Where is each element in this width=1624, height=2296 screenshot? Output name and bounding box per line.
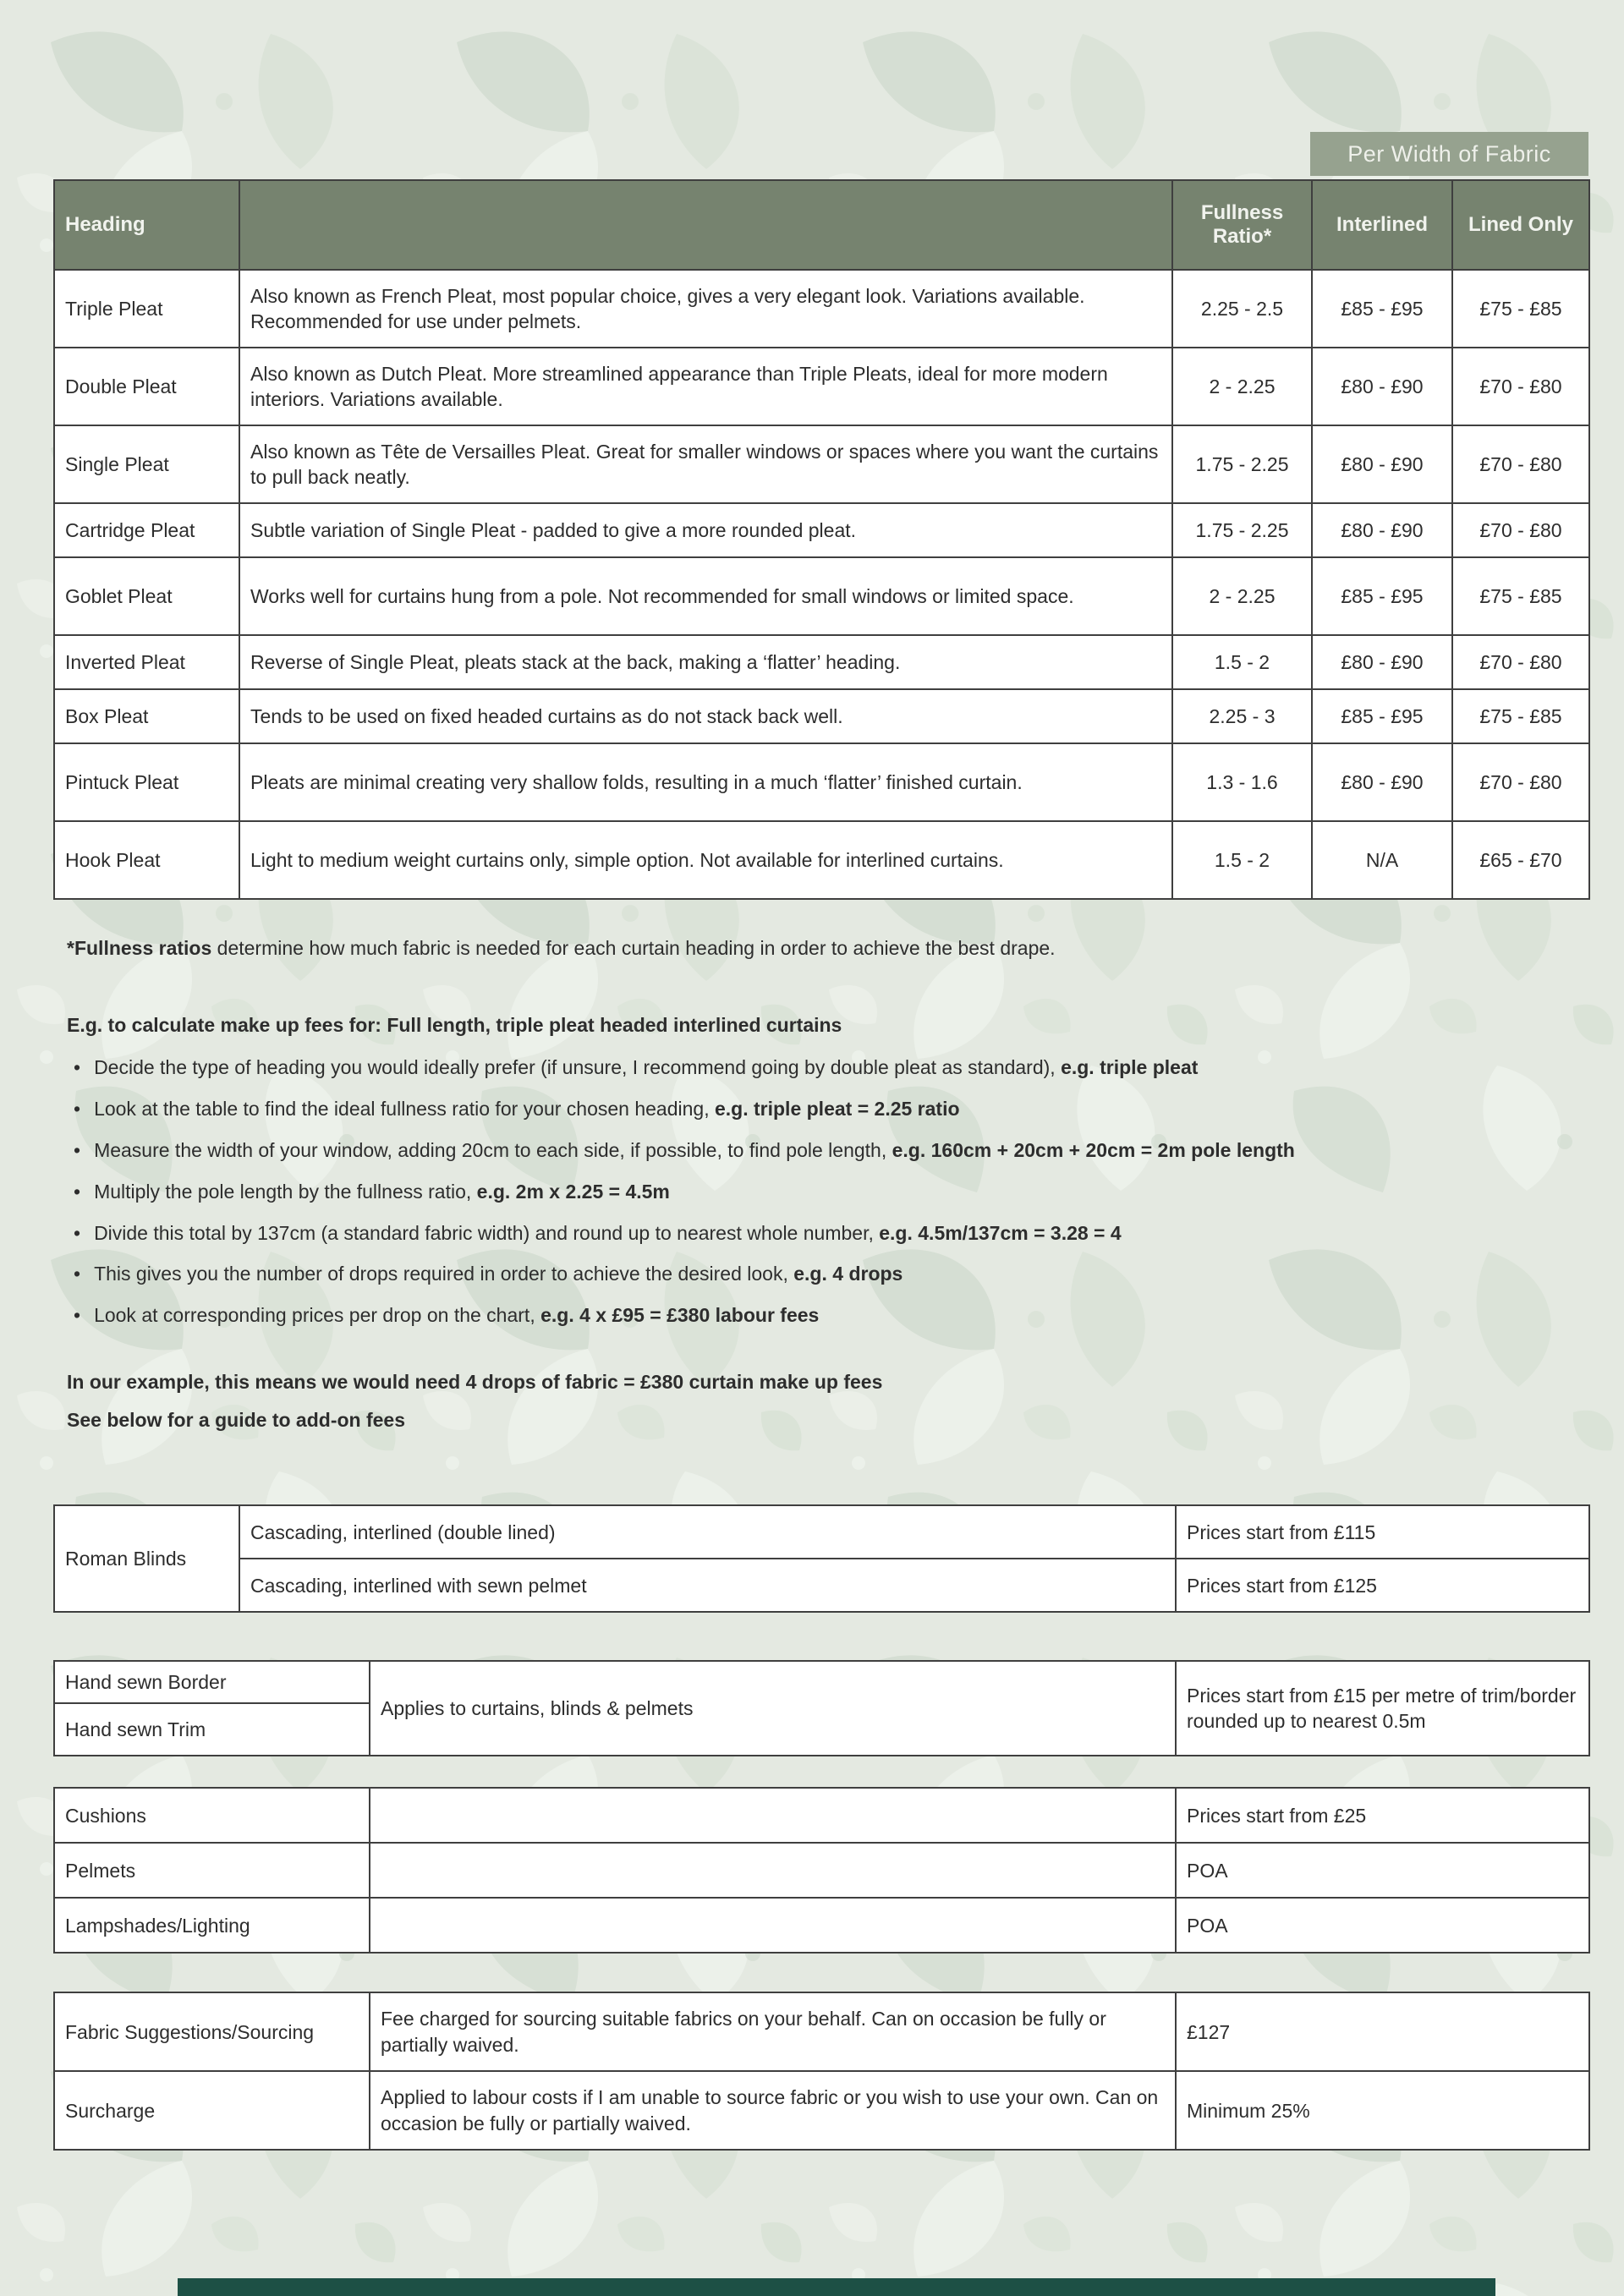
extra-item-label: Lampshades/Lighting	[54, 1898, 370, 1953]
step-text: Divide this total by 137cm (a standard fabric width) and round up to nearest whole number,	[94, 1221, 880, 1244]
pleat-description: Pleats are minimal creating very shallow folds, resulting in a much ‘flatter’ finished curtain.	[239, 743, 1172, 821]
table-row	[54, 1898, 1589, 1953]
per-width-of-fabric-header: Per Width of Fabric	[1310, 132, 1588, 176]
hand-sewn-price: Prices start from £15 per metre of trim/border rounded up to nearest 0.5m	[1176, 1661, 1589, 1756]
table-row	[54, 503, 1589, 557]
bullet-icon	[74, 1221, 80, 1247]
table-row	[54, 270, 1589, 348]
lined-only-price: £70 - £80	[1452, 635, 1589, 689]
interlined-price: £85 - £95	[1312, 270, 1452, 348]
pleat-description: Also known as French Pleat, most popular choice, gives a very elegant look. Variations available. Recommended for use under pelmets.	[239, 270, 1172, 348]
table-row	[54, 1788, 1589, 1843]
sourcing-label: Fabric Suggestions/Sourcing	[54, 1992, 370, 2071]
extra-item-description	[370, 1788, 1176, 1843]
footnote-text: determine how much fabric is needed for each curtain heading in order to achieve the best drape.	[211, 937, 1056, 959]
lined-only-column-header: Lined Only	[1452, 180, 1589, 270]
list-item	[74, 1303, 1588, 1329]
extra-item-description	[370, 1898, 1176, 1953]
lined-only-price: £75 - £85	[1452, 557, 1589, 635]
fullness-ratio-column-header: Fullness Ratio*	[1172, 180, 1312, 270]
fullness-ratio-value: 1.3 - 1.6	[1172, 743, 1312, 821]
curtain-heading-pricing-table	[53, 179, 1590, 900]
surcharge-label: Surcharge	[54, 2071, 370, 2150]
hand-sewn-border-label: Hand sewn Border	[54, 1661, 370, 1703]
footer-banner-edge	[178, 2278, 1495, 2296]
step-example: e.g. triple pleat	[1061, 1056, 1199, 1078]
pleat-description: Light to medium weight curtains only, simple option. Not available for interlined curtains.	[239, 821, 1172, 899]
step-text: This gives you the number of drops required in order to achieve the desired look,	[94, 1263, 794, 1285]
bullet-icon	[74, 1303, 80, 1329]
bullet-icon	[74, 1180, 80, 1205]
interlined-column-header: Interlined	[1312, 180, 1452, 270]
roman-blinds-table	[53, 1504, 1590, 1613]
lined-only-price: £70 - £80	[1452, 743, 1589, 821]
sourcing-surcharge-table	[53, 1992, 1590, 2151]
table-row	[54, 1505, 1589, 1559]
hand-sewn-applies-description: Applies to curtains, blinds & pelmets	[370, 1661, 1176, 1756]
heading-column-header: Heading	[54, 180, 239, 270]
addon-fees-note: See below for a guide to add-on fees	[67, 1409, 405, 1432]
pleat-name: Inverted Pleat	[54, 635, 239, 689]
pleat-name: Single Pleat	[54, 425, 239, 503]
pleat-description: Also known as Dutch Pleat. More streamlined appearance than Triple Pleats, ideal for more modern interiors. Variations available.	[239, 348, 1172, 425]
pleat-name: Hook Pleat	[54, 821, 239, 899]
fullness-ratio-value: 2.25 - 2.5	[1172, 270, 1312, 348]
step-example: e.g. triple pleat = 2.25 ratio	[715, 1097, 960, 1120]
fullness-ratio-value: 1.75 - 2.25	[1172, 425, 1312, 503]
document-content	[0, 132, 1624, 2151]
interlined-price: £80 - £90	[1312, 635, 1452, 689]
lined-only-price: £70 - £80	[1452, 425, 1589, 503]
table-row	[54, 821, 1589, 899]
table-row	[54, 1661, 1589, 1703]
extra-item-price: POA	[1176, 1843, 1589, 1898]
list-item	[74, 1055, 1588, 1081]
fullness-ratio-value: 2 - 2.25	[1172, 348, 1312, 425]
interlined-price: £80 - £90	[1312, 743, 1452, 821]
roman-blinds-description: Cascading, interlined with sewn pelmet	[239, 1559, 1176, 1612]
pleat-name: Goblet Pleat	[54, 557, 239, 635]
step-example: e.g. 4 drops	[793, 1263, 903, 1285]
table-row	[54, 1992, 1589, 2071]
interlined-price: £80 - £90	[1312, 348, 1452, 425]
table-row	[54, 743, 1589, 821]
table-row	[54, 689, 1589, 743]
table-row	[54, 2071, 1589, 2150]
interlined-price: N/A	[1312, 821, 1452, 899]
example-summary-line: In our example, this means we would need 4 drops of fabric = £380 curtain make up fees	[67, 1371, 883, 1394]
pleat-name: Triple Pleat	[54, 270, 239, 348]
extra-item-price: Prices start from £25	[1176, 1788, 1589, 1843]
lined-only-price: £65 - £70	[1452, 821, 1589, 899]
step-text: Look at corresponding prices per drop on the chart,	[94, 1304, 541, 1327]
lined-only-price: £70 - £80	[1452, 348, 1589, 425]
fullness-ratio-footnote	[53, 937, 1588, 960]
table-row	[54, 635, 1589, 689]
pleat-name: Double Pleat	[54, 348, 239, 425]
extra-item-label: Pelmets	[54, 1843, 370, 1898]
roman-blinds-description: Cascading, interlined (double lined)	[239, 1505, 1176, 1559]
list-item	[74, 1221, 1588, 1247]
extra-item-description	[370, 1843, 1176, 1898]
fullness-ratio-value: 2 - 2.25	[1172, 557, 1312, 635]
bullet-icon	[74, 1138, 80, 1164]
interlined-price: £85 - £95	[1312, 689, 1452, 743]
list-item	[74, 1138, 1588, 1164]
fullness-ratio-value: 1.5 - 2	[1172, 635, 1312, 689]
footnote-bold-text: *Fullness ratios	[67, 937, 212, 959]
step-text: Look at the table to find the ideal fullness ratio for your chosen heading,	[94, 1097, 715, 1120]
example-section-title: E.g. to calculate make up fees for: Full length, triple pleat headed interlined curtains	[67, 1014, 842, 1036]
pleat-description: Subtle variation of Single Pleat - padded to give a more rounded pleat.	[239, 503, 1172, 557]
sourcing-description: Fee charged for sourcing suitable fabrics on your behalf. Can on occasion be fully or partially waived.	[370, 1992, 1176, 2071]
list-item	[74, 1180, 1588, 1205]
pleat-name: Pintuck Pleat	[54, 743, 239, 821]
interlined-price: £80 - £90	[1312, 503, 1452, 557]
step-example: e.g. 2m x 2.25 = 4.5m	[476, 1180, 670, 1203]
pleat-name: Box Pleat	[54, 689, 239, 743]
step-text: Measure the width of your window, adding 20cm to each side, if possible, to find pole length,	[94, 1138, 892, 1161]
pleat-description: Tends to be used on fixed headed curtains as do not stack back well.	[239, 689, 1172, 743]
fullness-ratio-value: 1.75 - 2.25	[1172, 503, 1312, 557]
step-text: Multiply the pole length by the fullness ratio,	[94, 1180, 477, 1203]
roman-blinds-price: Prices start from £125	[1176, 1559, 1589, 1612]
table-row	[54, 348, 1589, 425]
interlined-price: £85 - £95	[1312, 557, 1452, 635]
fullness-ratio-value: 2.25 - 3	[1172, 689, 1312, 743]
pleat-description: Also known as Tête de Versailles Pleat. Great for smaller windows or spaces where you want the curtains to pull back neatly.	[239, 425, 1172, 503]
roman-blinds-label: Roman Blinds	[54, 1505, 239, 1612]
hand-sewn-table	[53, 1660, 1590, 1756]
extra-item-price: POA	[1176, 1898, 1589, 1953]
lined-only-price: £75 - £85	[1452, 689, 1589, 743]
description-column-header	[239, 180, 1172, 270]
step-example: e.g. 4.5m/137cm = 3.28 = 4	[879, 1221, 1122, 1244]
step-example: e.g. 160cm + 20cm + 20cm = 2m pole length	[892, 1138, 1295, 1161]
table-row	[54, 425, 1589, 503]
bullet-icon	[74, 1055, 80, 1081]
list-item	[74, 1097, 1588, 1122]
bullet-icon	[74, 1097, 80, 1122]
table-header-row	[54, 180, 1589, 270]
step-example: e.g. 4 x £95 = £380 labour fees	[540, 1304, 820, 1327]
roman-blinds-price: Prices start from £115	[1176, 1505, 1589, 1559]
interlined-price: £80 - £90	[1312, 425, 1452, 503]
example-steps-list	[53, 1055, 1588, 1329]
table-row	[54, 557, 1589, 635]
pleat-name: Cartridge Pleat	[54, 503, 239, 557]
lined-only-price: £70 - £80	[1452, 503, 1589, 557]
table-row	[54, 1559, 1589, 1612]
bullet-icon	[74, 1262, 80, 1287]
pleat-description: Reverse of Single Pleat, pleats stack at the back, making a ‘flatter’ heading.	[239, 635, 1172, 689]
sourcing-price: £127	[1176, 1992, 1589, 2071]
pleat-description: Works well for curtains hung from a pole. Not recommended for small windows or limited space.	[239, 557, 1172, 635]
hand-sewn-trim-label: Hand sewn Trim	[54, 1703, 370, 1756]
step-text: Decide the type of heading you would ideally prefer (if unsure, I recommend going by double pleat as standard),	[94, 1056, 1062, 1078]
table-row	[54, 1843, 1589, 1898]
surcharge-description: Applied to labour costs if I am unable to source fabric or you wish to use your own. Can on occasion be fully or partially waived.	[370, 2071, 1176, 2150]
fullness-ratio-value: 1.5 - 2	[1172, 821, 1312, 899]
extras-table	[53, 1787, 1590, 1954]
list-item	[74, 1262, 1588, 1287]
lined-only-price: £75 - £85	[1452, 270, 1589, 348]
extra-item-label: Cushions	[54, 1788, 370, 1843]
surcharge-price: Minimum 25%	[1176, 2071, 1589, 2150]
